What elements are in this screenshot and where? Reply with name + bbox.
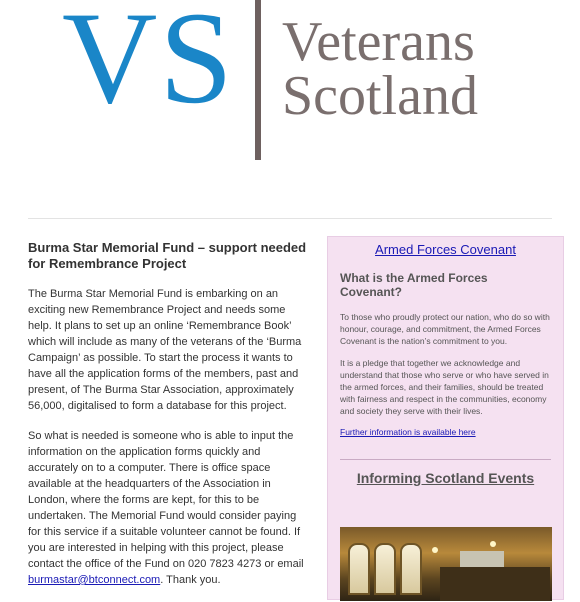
photo-stage [440,567,550,601]
article-paragraph-2-end: . Thank you. [160,574,221,586]
sidebar [327,236,564,600]
header-divider [28,218,552,219]
header [0,0,580,200]
sidebar-divider [340,459,551,460]
events-photo[interactable] [340,527,552,601]
article-paragraph-2-text: So what is needed is someone who is able to input the information on the application forms quickly and accurately on to a computer. There is office space available at the headquarters of the Association in London, where the forms are kept, for this to be undertaken. The Memorial Fund would consider paying for this service if a suitable volunteer cannot be found. If you are interested in helping with this project, please contact the office of the Fund on 020 7823 4273 or email [28,430,304,570]
covenant-text-2: It is a pledge that together we acknowledge and understand that those who serve or who have served in the armed forces, and their families, should be treated with fairness and respect in the communities, economy and society they serve with their lives. [340,358,549,416]
informing-scotland-events-link[interactable]: Informing Scotland Events [356,470,535,486]
article-paragraph-2 [28,428,310,588]
covenant-heading: What is the Armed Forces Covenant? [340,271,488,299]
main-article [28,240,310,602]
article-paragraph-1: The Burma Star Memorial Fund is embarking on an exciting new Remembrance Project and needs some help. It plans to set up an online ‘Remembrance Book’ which will include as many of the veterans of the ‘Burma Campaign’ as possible. To start the process it wants to have all the application forms of the members, past and present, of The Burma Star Association, approximately 56,000, digitalised to form a database for this project. [28,288,302,412]
logo-text-scotland[interactable]: Scotland [282,65,478,127]
email-link[interactable]: burmastar@btconnect.com [28,574,161,586]
photo-lamp [432,547,438,553]
logo-initials[interactable]: VS [62,0,235,131]
further-information-link[interactable]: Further information is available here [340,427,476,437]
photo-lamp [490,541,496,547]
article-title: Burma Star Memorial Fund – support needed for Remembrance Project [28,240,307,271]
logo-text-veterans[interactable]: Veterans [282,11,475,73]
photo-window [374,543,396,595]
covenant-text-1: To those who proudly protect our nation, who do so with honour, courage, and commitment, the Armed Forces Covenant is the nation’s commitment to you. [340,312,550,346]
photo-window [348,543,370,595]
armed-forces-covenant-link[interactable]: Armed Forces Covenant [375,242,516,257]
photo-window [400,543,422,595]
logo-divider [255,0,261,160]
